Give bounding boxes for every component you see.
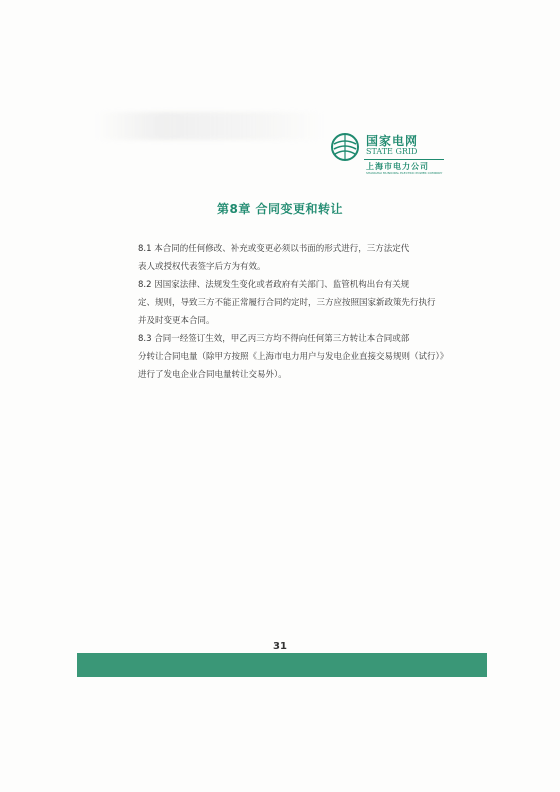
logo-company-english: SHANGHAI MUNICIPAL ELECTRIC POWER COMPANY <box>366 171 443 175</box>
paragraph-8-3 <box>138 330 449 384</box>
logo-company: 上海市电力公司 <box>366 162 429 171</box>
scan-smudge <box>95 112 325 140</box>
logo-name: 国家电网 <box>366 134 419 148</box>
paragraph-line: 8.1 本合同的任何修改、补充或变更必须以书面的形式进行，三方法定代 <box>138 244 410 254</box>
logo-name-english: STATE GRID <box>366 147 418 156</box>
paragraph-line: 8.3 合同一经签订生效，甲乙丙三方均不得向任何第三方转让本合同或部 <box>138 334 410 344</box>
paragraph-8-1 <box>138 240 438 276</box>
paragraph-line: 进行了发电企业合同电量转让交易外）。 <box>138 370 287 380</box>
state-grid-emblem-icon <box>330 132 360 162</box>
page-number: 31 <box>273 641 287 652</box>
logo-divider <box>364 159 444 160</box>
paragraph-line: 分转让合同电量（除甲方按照《上海市电力用户与发电企业直接交易规则（试行）》 <box>138 352 449 362</box>
chapter-title: 第8章 合同变更和转让 <box>216 202 344 216</box>
paragraph-line: 并及时变更本合同。 <box>138 316 215 326</box>
state-grid-logo <box>330 132 445 174</box>
paragraph-8-2 <box>138 276 438 330</box>
paragraph-line: 定、规则，导致三方不能正常履行合同约定时，三方应按照国家新政策先行执行 <box>138 298 436 308</box>
paragraph-line: 8.2 因国家法律、法规发生变化或者政府有关部门、监管机构出台有关规 <box>138 280 410 290</box>
paragraph-line: 表人或授权代表签字后方为有效。 <box>138 262 266 272</box>
footer-band <box>77 653 487 677</box>
